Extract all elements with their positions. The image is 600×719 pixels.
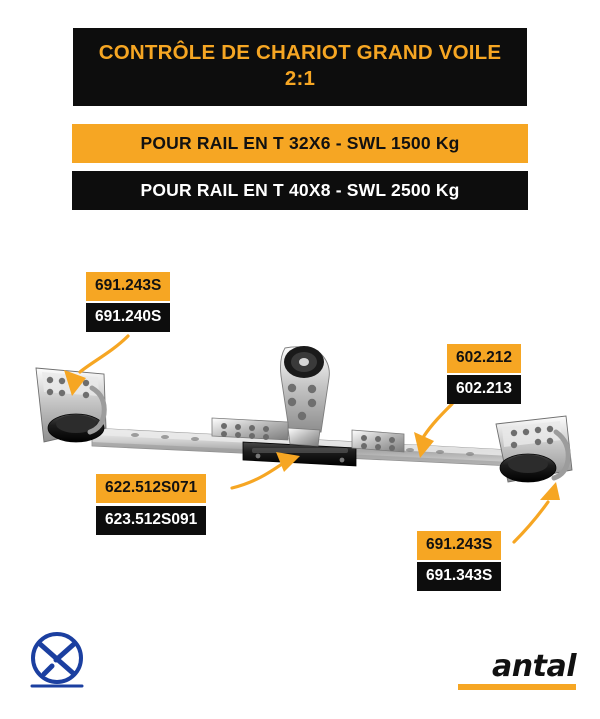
callout-691-243s-left: 691.243S: [86, 272, 170, 301]
mainsail-traveller-diagram: [0, 300, 600, 530]
spec-rail-32x6: POUR RAIL EN T 32X6 - SWL 1500 Kg: [72, 124, 528, 163]
left-end-fitting: [36, 368, 106, 442]
antal-underline-bar: [458, 684, 576, 690]
callout-602-213: 602.213: [447, 375, 521, 404]
left-slider-plate: [212, 418, 288, 440]
spec-rail-40x8: POUR RAIL EN T 40X8 - SWL 2500 Kg: [72, 171, 528, 210]
callout-691-243s-right: 691.243S: [417, 531, 501, 560]
header-block: [0, 28, 600, 210]
callout-691-343s: 691.343S: [417, 562, 501, 591]
antal-brand: [458, 649, 576, 690]
xp-logo: [22, 630, 92, 692]
callout-691-240s: 691.240S: [86, 303, 170, 332]
antal-wordmark: antal: [492, 649, 576, 684]
right-slider-plate: [352, 430, 404, 452]
callout-602-212: 602.212: [447, 344, 521, 373]
callout-623-512s091: 623.512S091: [96, 506, 206, 535]
page-title: CONTRÔLE DE CHARIOT GRAND VOILE 2:1: [73, 28, 527, 106]
right-end-fitting: [496, 416, 572, 482]
callout-622-512s071: 622.512S071: [96, 474, 206, 503]
